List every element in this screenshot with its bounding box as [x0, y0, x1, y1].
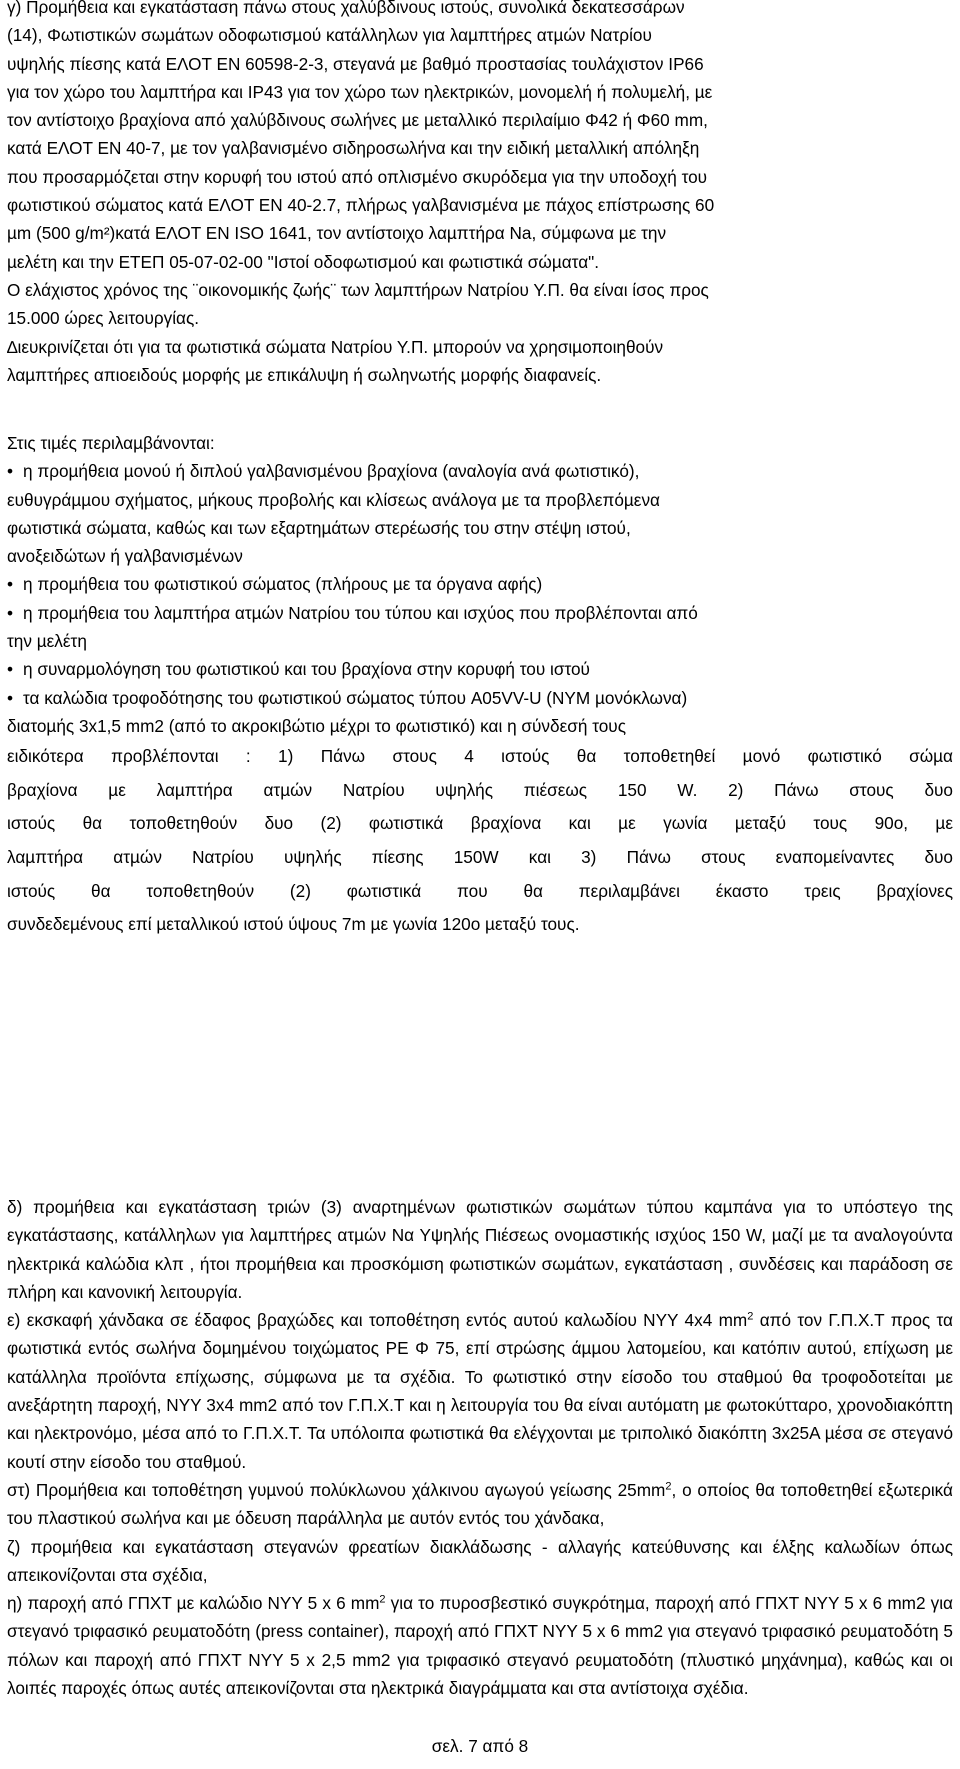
- includes-line: ανοξειδώτων ή γαλβανισµένων: [7, 546, 243, 567]
- intro-line: ∆ιευκρινίζεται ότι για τα φωτιστικά σώµατα Νατρίου Υ.Π. µπορούν να χρησιµοποιηθούν: [7, 336, 664, 357]
- clauses-section: [7, 1193, 953, 1702]
- intro-line: για τον χώρο του λαµπτήρα και IP43 για τον χώρο των ηλεκτρικών, µονοµελή ή πολυµελή, µε: [7, 81, 713, 102]
- clause-e: ε) εκσκαφή χάνδακα σε έδαφος βραχώδες και τοποθέτηση εντός αυτού καλωδίου ΝΥΥ 4x4 $mm^2$ από τον Γ.Π.Χ.Τ προς τα φωτιστικά εντός σωλήνα δοµηµένου τοιχώµατος PE Φ 75, επί στρώσης άµµου λατοµείου, και κατόπιν αυτού, επίχωση µε κατάλληλα προϊόντα επίχωσης, σύµφωνα µε τα σχέδια. Το φωτιστικό στην είσοδο του σταθµού θα τροφοδοτείται µε ανεξάρτητη παροχή, ΝΥΥ 3x4 mm2 από τον Γ.Π.Χ.Τ και η λειτουργία του θα είναι αυτόµατη µε φωτοκύτταρο, χρονοδιακόπτη και ηλεκτρονόµο, µέσα από το Γ.Π.Χ.Τ. Τα υπόλοιπα φωτιστικά θα ελέγχονται µε τριπολικό διακόπτη 3x25A µέσα σε στεγανό κουτί στην είσοδο του σταθµού.: [7, 1310, 953, 1472]
- clause-st: στ) Προµήθεια και τοποθέτηση γυµνού πολύκλωνου χάλκινου αγωγού γείωσης $25mm^2$, ο οποίος θα τοποθετηθεί εξωτερικά του πλαστικού σωλήνα και µε όδευση παράλληλα µε αυτόν εντός του χάνδακα,: [7, 1479, 953, 1529]
- bullet-icon: •: [7, 659, 14, 680]
- bullet-icon: •: [7, 574, 14, 595]
- intro-line: γ) Προµήθεια και εγκατάσταση πάνω στους χαλύβδινους ιστούς, συνολικά δεκατεσσάρων: [7, 0, 685, 17]
- intro-line: τον αντίστοιχο βραχίονα από χαλύβδινους σωλήνες µε µεταλλικό περιλαίµιο Φ42 ή Φ60 mm,: [7, 110, 708, 131]
- intro-line: φωτιστικού σώµατος κατά ΕΛΟΤ ΕΝ 40-2.7, πλήρως γαλβανισµένα µε πάχος επίστρωσης 60: [7, 195, 715, 216]
- includes-line: • η προµήθεια µονού ή διπλού γαλβανισµένου βραχίονα (αναλογία ανά φωτιστικό),: [7, 457, 953, 485]
- includes-heading: Στις τιµές περιλαµβάνονται:: [7, 433, 215, 453]
- intro-line: µm (500 g/m²)κατά ΕΛΟΤ ΕΝ ISO 1641, τον αντίστοιχο λαµπτήρα Na, σύµφωνα µε την: [7, 223, 667, 244]
- intro-line: µελέτη και την ΕΤΕΠ 05-07-02-00 "Ιστοί οδοφωτισµού και φωτιστικά σώµατα".: [7, 251, 600, 272]
- includes-section: [7, 429, 953, 942]
- includes-line: διατοµής 3x1,5 mm2 (από το ακροκιβώτιο µέχρι το φωτιστικό) και η σύνδεσή τους: [7, 715, 626, 736]
- fixture-line: ειδικότερα προβλέπονται : 1) Πάνω στους 4 ιστούς θα τοποθετηθεί µονό φωτιστικό σώµα: [7, 746, 953, 767]
- clause-h: η) παροχή από ΓΠΧΤ µε καλώδιο NYY 5 x 6 $mm^2$ για το πυροσβεστικό συγκρότηµα, παροχή από ΓΠΧΤ NYY 5 x 6 mm2 για στεγανό τριφασικό ρευµατοδότη (press container), παροχή από ΓΠΧΤ NYY 5 x 6 mm2 για στεγανό τριφασικό ρευµατοδότη 5 πόλων και παροχή από ΓΠΧΤ NYY 5 x 2,5 mm2 για τριφασικό στεγανό ρευµατοδότη (πλυστικό µηχάνηµα), καθώς και οι λοιπές παροχές όπως αυτές απεικονίζονται στα ηλεκτρικά διαγράµµατα και στα αντίστοιχα σχέδια.: [7, 1593, 953, 1699]
- fixture-line: συνδεδεµένους επί µεταλλικού ιστού ύψους 7m µε γωνία 120ο µεταξύ τους.: [7, 914, 580, 935]
- includes-line: • η προµήθεια του φωτιστικού σώµατος (πλήρους µε τα όργανα αφής): [7, 570, 953, 598]
- bullet-icon: •: [7, 461, 14, 482]
- clause-d: δ) προµήθεια και εγκατάσταση τριών (3) αναρτηµένων φωτιστικών σωµάτων τύπου καµπάνα για το υπόστεγο της εγκατάστασης, κατάλληλων για λαµπτήρες ατµών Να Υψηλής Πιέσεως ονοµαστικής ισχύος 150 W, µαζί µε τα αναλογούντα ηλεκτρικά καλώδια κλπ , ήτοι προµήθεια και προσκόµιση φωτιστικών σωµάτων, εγκατάσταση , συνδέσεις και παράδοση σε πλήρη και κανονική λειτουργία.: [7, 1197, 953, 1302]
- fixture-line: ιστούς θα τοποθετηθούν (2) φωτιστικά που θα περιλαµβάνει έκαστο τρεις βραχίονες: [7, 880, 953, 901]
- intro-line: υψηλής πίεσης κατά ΕΛΟΤ ΕΝ 60598-2-3, στεγανά µε βαθµό προστασίας τουλάχιστον IP66: [7, 53, 704, 74]
- intro-section: [7, 0, 953, 389]
- includes-line: ευθυγράµµου σχήµατος, µήκους προβολής και κλίσεως ανάλογα µε τα προβλεπόµενα: [7, 489, 660, 510]
- intro-line: 15.000 ώρες λειτουργίας.: [7, 308, 200, 329]
- includes-line: φωτιστικά σώµατα, καθώς και των εξαρτηµάτων στερέωσής του στην στέψη ιστού,: [7, 517, 631, 538]
- fixture-line: λαµπτήρα ατµών Νατρίου υψηλής πίεσης 150W και 3) Πάνω στους εναποµείναντες δυο: [7, 847, 953, 868]
- clause-z: ζ) προµήθεια και εγκατάσταση στεγανών φρεατίων διακλάδωσης - αλλαγής κατεύθυνσης και έλξης καλωδίων όπως απεικονίζονται στα σχέδια,: [7, 1536, 953, 1585]
- bullet-icon: •: [7, 687, 14, 708]
- fixture-line: βραχίονα µε λαµπτήρα ατµών Νατρίου υψηλής πιέσεως 150 W. 2) Πάνω στους δυο: [7, 779, 953, 800]
- page-number: σελ. 7 από 8: [431, 1736, 529, 1756]
- bullet-icon: •: [7, 602, 14, 623]
- fixture-allocation: [7, 740, 953, 942]
- intro-line: (14), Φωτιστικών σωµάτων οδοφωτισµού κατάλληλων για λαµπτήρες ατµών Νατρίου: [7, 25, 652, 46]
- includes-line: • η προµήθεια του λαµπτήρα ατµών Νατρίου του τύπου και ισχύος που προβλέπονται από: [7, 599, 953, 627]
- fixture-line: ιστούς θα τοποθετηθούν δυο (2) φωτιστικά βραχίονα και µε γωνία µεταξύ τους 90ο, µε: [7, 813, 953, 834]
- intro-line: που προσαρµόζεται στην κορυφή του ιστού από οπλισµένο σκυρόδεµα για την υποδοχή του: [7, 166, 708, 187]
- intro-line: Ο ελάχιστος χρόνος της ¨οικονοµικής ζωής¨ των λαµπτήρων Νατρίου Υ.Π. θα είναι ίσος προς: [7, 279, 709, 300]
- intro-line: κατά ΕΛΟΤ ΕΝ 40-7, µε τον γαλβανισµένο σιδηροσωλήνα και την ειδική µεταλλική απόληξη: [7, 138, 700, 159]
- includes-line: την µελέτη: [7, 631, 87, 652]
- includes-line: • η συναρµολόγηση του φωτιστικού και του βραχίονα στην κορυφή του ιστού: [7, 655, 953, 683]
- includes-line: • τα καλώδια τροφοδότησης του φωτιστικού σώµατος τύπου A05VV-U (NYM µονόκλωνα): [7, 684, 953, 712]
- intro-line: λαµπτήρες απιοειδούς µορφής µε επικάλυψη ή σωληνωτής µορφής διαφανείς.: [7, 364, 602, 385]
